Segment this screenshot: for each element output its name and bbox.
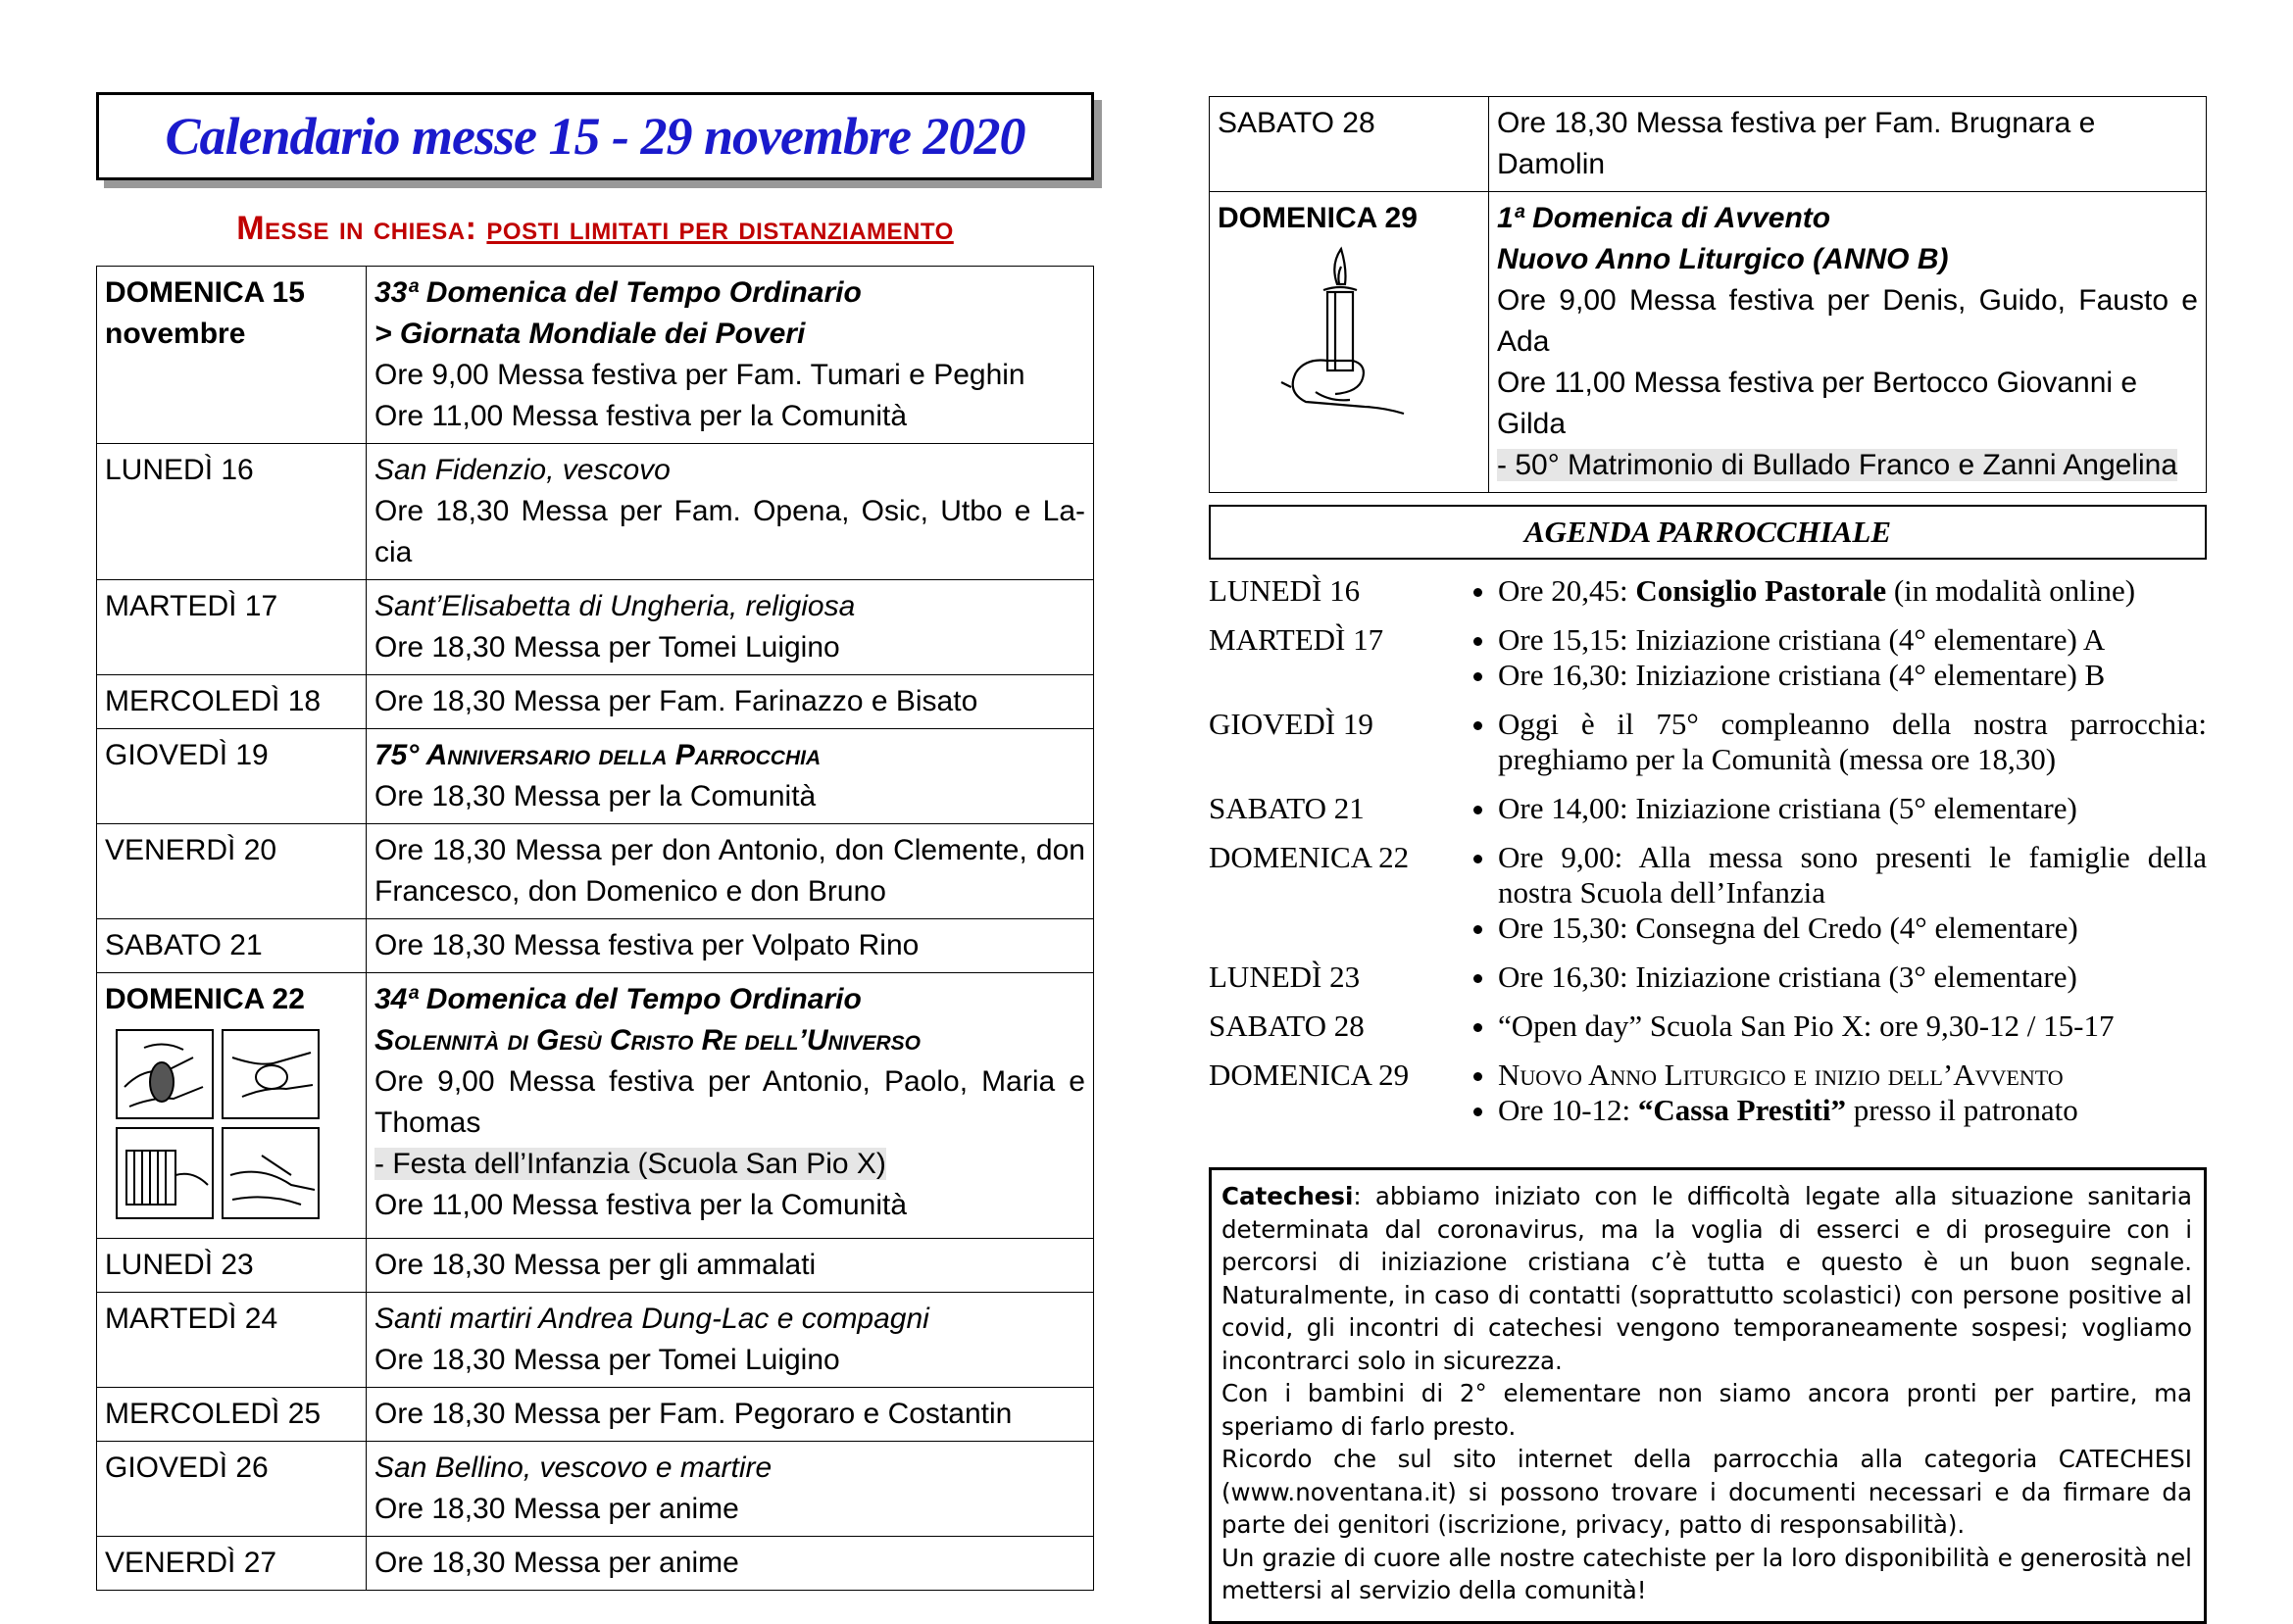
day-cell: SABATO 28 bbox=[1210, 97, 1489, 192]
catechesi-paragraph: Catechesi: abbiamo iniziato con le difficoltà legate alla situazione sanitaria determinata dal coronavirus, ma la voglia di esserci e di proseguire con i percorsi di iniziazione cristiana c’è tutta e questo è un buon segnale. Naturalmente, in caso di contatti (soprattutto scolastici) con persone positive al covid, gli incontri di catechesi vengono temporaneamente sospesi; vogliamo incontrarci solo in sicurezza. bbox=[1221, 1182, 2192, 1375]
detail-line: Ore 18,30 Messa per Tomei Luigino bbox=[374, 631, 840, 664]
detail-line: Ore 11,00 Messa festiva per la Comunità bbox=[374, 1189, 908, 1221]
agenda-row bbox=[1209, 622, 2207, 707]
detail-line: Sant’Elisabetta di Ungheria, religiosa bbox=[374, 590, 856, 622]
table-row bbox=[97, 1293, 1094, 1388]
detail-cell bbox=[1489, 97, 2207, 192]
detail-cell bbox=[367, 675, 1094, 729]
day-cell: MARTEDÌ 24 bbox=[97, 1293, 367, 1388]
detail-line: - 50° Matrimonio di Bullado Franco e Zanni Angelina bbox=[1497, 449, 2178, 481]
detail-line: Ore 9,00 Messa festiva per Antonio, Paolo, Maria e Thomas bbox=[374, 1065, 1085, 1139]
day-cell: MARTEDÌ 17 bbox=[97, 580, 367, 675]
detail-line: - Festa dell’Infanzia (Scuola San Pio X) bbox=[374, 1148, 886, 1180]
agenda-items bbox=[1454, 573, 2207, 622]
detail-cell bbox=[367, 824, 1094, 919]
works-of-mercy-icon bbox=[105, 1028, 321, 1220]
agenda-item: • Oggi è il 75° compleanno della nostra parrocchia: preghiamo per la Comunità (messa ore 18,30) bbox=[1498, 707, 2207, 777]
day-cell: VENERDÌ 27 bbox=[97, 1537, 367, 1591]
detail-cell bbox=[367, 919, 1094, 973]
agenda-item: • Ore 16,30: Iniziazione cristiana (3° elementare) bbox=[1498, 960, 2207, 995]
agenda-row bbox=[1209, 840, 2207, 960]
page-title: Calendario messe 15 - 29 novembre 2020 bbox=[165, 107, 1025, 166]
day-cell: SABATO 21 bbox=[97, 919, 367, 973]
day-cell bbox=[97, 973, 367, 1239]
agenda-items bbox=[1454, 1009, 2207, 1058]
subtitle bbox=[96, 210, 1094, 248]
agenda-day: LUNEDÌ 23 bbox=[1209, 960, 1361, 994]
day-cell: LUNEDÌ 23 bbox=[97, 1239, 367, 1293]
agenda-items bbox=[1454, 622, 2207, 707]
agenda-item: • Nuovo Anno Liturgico e inizio dell’Avvento bbox=[1498, 1058, 2207, 1093]
agenda-row bbox=[1209, 1058, 2207, 1128]
mass-calendar-table-continued bbox=[1209, 96, 2207, 493]
agenda-item: • Ore 16,30: Iniziazione cristiana (4° elementare) B bbox=[1498, 658, 2207, 693]
agenda-items bbox=[1454, 960, 2207, 1009]
catechesi-label: Catechesi bbox=[1221, 1182, 1354, 1210]
table-row bbox=[97, 444, 1094, 580]
detail-line: 75° Anniversario della Parrocchia bbox=[374, 739, 822, 771]
detail-line: Ore 18,30 Messa per don Antonio, don Clemente, don Francesco, don Domenico e don Bruno bbox=[374, 834, 1085, 908]
agenda-day: GIOVEDÌ 19 bbox=[1209, 707, 1373, 741]
table-row bbox=[97, 919, 1094, 973]
detail-line: Ore 18,30 Messa per anime bbox=[374, 1493, 739, 1525]
agenda-day: DOMENICA 29 bbox=[1209, 1058, 1410, 1092]
detail-cell bbox=[367, 1388, 1094, 1442]
table-row bbox=[97, 267, 1094, 444]
table-row bbox=[97, 675, 1094, 729]
day-cell bbox=[1210, 192, 1489, 493]
detail-line: Solennità di Gesù Cristo Re dell’Universo bbox=[374, 1024, 922, 1057]
detail-cell bbox=[367, 444, 1094, 580]
day-cell: GIOVEDÌ 19 bbox=[97, 729, 367, 824]
table-row bbox=[97, 1239, 1094, 1293]
detail-line: Ore 18,30 Messa per Fam. Opena, Osic, Utbo e La-cia bbox=[374, 495, 1085, 568]
detail-line: Ore 11,00 Messa festiva per la Comunità bbox=[374, 400, 908, 432]
detail-cell bbox=[367, 1293, 1094, 1388]
table-row bbox=[97, 973, 1094, 1239]
agenda-row bbox=[1209, 573, 2207, 622]
detail-line: Ore 9,00 Messa festiva per Denis, Guido, Fausto e Ada bbox=[1497, 284, 2198, 358]
detail-cell bbox=[367, 580, 1094, 675]
agenda-day: MARTEDÌ 17 bbox=[1209, 622, 1384, 657]
candle-illustration bbox=[1276, 245, 1480, 443]
detail-line: > Giornata Mondiale dei Poveri bbox=[374, 318, 806, 350]
detail-cell bbox=[1489, 192, 2207, 493]
agenda-item: • Ore 14,00: Iniziazione cristiana (5° elementare) bbox=[1498, 791, 2207, 826]
detail-line: Santi martiri Andrea Dung-Lac e compagni bbox=[374, 1303, 929, 1335]
agenda-title: AGENDA PARROCCHIALE bbox=[1209, 505, 2207, 560]
day-label: DOMENICA 29 bbox=[1218, 202, 1418, 234]
detail-cell bbox=[367, 1537, 1094, 1591]
candle-icon bbox=[1276, 245, 1414, 431]
day-cell: LUNEDÌ 16 bbox=[97, 444, 367, 580]
agenda-day: SABATO 21 bbox=[1209, 791, 1365, 825]
detail-line: Ore 18,30 Messa per Fam. Farinazzo e Bisato bbox=[374, 685, 978, 717]
detail-line: Nuovo Anno Liturgico (ANNO B) bbox=[1497, 243, 1949, 275]
agenda-item: • Ore 15,15: Iniziazione cristiana (4° elementare) A bbox=[1498, 622, 2207, 658]
agenda-row bbox=[1209, 1009, 2207, 1058]
agenda-row bbox=[1209, 707, 2207, 791]
agenda-item: • Ore 10-12: “Cassa Prestiti” presso il patronato bbox=[1498, 1093, 2207, 1128]
detail-line: Ore 18,30 Messa per Tomei Luigino bbox=[374, 1344, 840, 1376]
detail-line: Ore 18,30 Messa per la Comunità bbox=[374, 780, 817, 812]
detail-line: Ore 18,30 Messa per gli ammalati bbox=[374, 1249, 817, 1281]
agenda-day: SABATO 28 bbox=[1209, 1009, 1365, 1043]
agenda-row bbox=[1209, 960, 2207, 1009]
day-cell: MERCOLEDÌ 25 bbox=[97, 1388, 367, 1442]
detail-cell bbox=[367, 267, 1094, 444]
table-row bbox=[97, 824, 1094, 919]
detail-line: Ore 18,30 Messa per Fam. Pegoraro e Costantin bbox=[374, 1398, 1013, 1430]
detail-line: Ore 11,00 Messa festiva per Bertocco Giovanni e Gilda bbox=[1497, 367, 2138, 440]
agenda-day: DOMENICA 22 bbox=[1209, 840, 1410, 874]
table-row bbox=[97, 1388, 1094, 1442]
agenda-table bbox=[1209, 573, 2207, 1128]
catechesi-paragraph: Con i bambini di 2° elementare non siamo ancora pronti per partire, ma speriamo di farlo presto. bbox=[1221, 1379, 2192, 1441]
catechesi-box bbox=[1209, 1167, 2207, 1624]
day-cell: MERCOLEDÌ 18 bbox=[97, 675, 367, 729]
works-of-mercy-illustration bbox=[105, 1028, 358, 1232]
detail-cell bbox=[367, 1239, 1094, 1293]
agenda-item: • Ore 20,45: Consiglio Pastorale (in modalità online) bbox=[1498, 573, 2207, 609]
detail-line: Ore 18,30 Messa festiva per Volpato Rino bbox=[374, 929, 920, 961]
detail-cell bbox=[367, 973, 1094, 1239]
table-row bbox=[97, 1442, 1094, 1537]
detail-line: 1ª Domenica di Avvento bbox=[1497, 202, 1831, 234]
detail-line: 34ª Domenica del Tempo Ordinario bbox=[374, 983, 862, 1015]
detail-line: Ore 18,30 Messa per anime bbox=[374, 1547, 739, 1579]
subtitle-part1: Messe in chiesa: bbox=[236, 210, 477, 247]
day-cell: DOMENICA 15 novembre bbox=[97, 267, 367, 444]
detail-cell bbox=[367, 729, 1094, 824]
detail-cell bbox=[367, 1442, 1094, 1537]
detail-line: 33ª Domenica del Tempo Ordinario bbox=[374, 276, 862, 309]
right-page bbox=[1209, 96, 2207, 1624]
title-box bbox=[96, 92, 1094, 180]
day-label: DOMENICA 22 bbox=[105, 983, 305, 1015]
agenda-row bbox=[1209, 791, 2207, 840]
subtitle-part2: posti limitati per distanziamento bbox=[486, 210, 954, 247]
left-page bbox=[96, 92, 1094, 1591]
table-row bbox=[97, 729, 1094, 824]
mass-calendar-table bbox=[96, 266, 1094, 1591]
agenda-item: • Ore 15,30: Consegna del Credo (4° elementare) bbox=[1498, 910, 2207, 946]
agenda-item: • “Open day” Scuola San Pio X: ore 9,30-12 / 15-17 bbox=[1498, 1009, 2207, 1044]
agenda-item: • Ore 9,00: Alla messa sono presenti le famiglie della nostra Scuola dell’Infanzia bbox=[1498, 840, 2207, 910]
catechesi-paragraph: Ricordo che sul sito internet della parrocchia alla categoria CATECHESI (www.noventana.it) si possono trovare i documenti necessari e da firmare da parte dei genitori (iscrizione, privacy, patto di responsabilità). bbox=[1221, 1445, 2192, 1539]
detail-line: San Bellino, vescovo e martire bbox=[374, 1452, 773, 1484]
detail-line: Ore 18,30 Messa festiva per Fam. Brugnara e Damolin bbox=[1497, 107, 2096, 180]
agenda-items bbox=[1454, 791, 2207, 840]
agenda-day: LUNEDÌ 16 bbox=[1209, 573, 1361, 608]
catechesi-paragraph: Un grazie di cuore alle nostre catechiste per la loro disponibilità e generosità nel mettersi al servizio della comunità! bbox=[1221, 1543, 2192, 1604]
agenda-items bbox=[1454, 707, 2207, 791]
table-row bbox=[97, 1537, 1094, 1591]
agenda-items bbox=[1454, 840, 2207, 960]
detail-line: San Fidenzio, vescovo bbox=[374, 454, 671, 486]
detail-line: Ore 9,00 Messa festiva per Fam. Tumari e Peghin bbox=[374, 359, 1025, 391]
agenda-items bbox=[1454, 1058, 2207, 1128]
day-cell: VENERDÌ 20 bbox=[97, 824, 367, 919]
table-row bbox=[97, 580, 1094, 675]
table-row bbox=[1210, 97, 2207, 192]
table-row bbox=[1210, 192, 2207, 493]
day-cell: GIOVEDÌ 26 bbox=[97, 1442, 367, 1537]
